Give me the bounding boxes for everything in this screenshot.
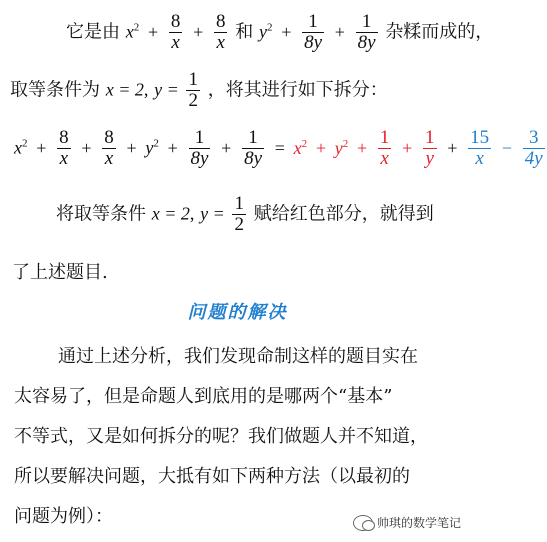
para-line-5: 问题为例）：	[14, 506, 113, 527]
watermark	[353, 514, 461, 531]
frac-1-over-2: $\frac{1}{2}$	[188, 69, 198, 111]
frac-1-over-2: $\frac{1}{2}$	[234, 193, 244, 235]
line-2: 取等条件为 x = 2, y = $\frac{1}{2}$ ，将其进行如下拆分：	[10, 69, 388, 111]
red-part: $x^2 + y^2$ + $\frac{1}{x}$ + $\frac{1}{y}$	[293, 127, 435, 169]
line-4-prefix: 将取等条件	[56, 203, 146, 225]
frac-1-over-8y: $\frac{1}{8y}$	[304, 11, 323, 53]
line-2-suffix: ，将其进行如下拆分：	[207, 79, 388, 101]
para-line-2: 太容易了，但是命题人到底用的是哪两个“基本”	[14, 386, 393, 407]
para-line-3: 不等式，又是如何拆分的呢？我们做题人并不知道，	[14, 426, 428, 447]
para-line-1: 通过上述分析，我们发现命制这样的题目实在	[58, 346, 418, 367]
watermark-text: 帅琪的数学笔记	[376, 516, 461, 530]
line-1-prefix: 它是由	[66, 21, 120, 43]
frac-1-over-8y: $\frac{1}{8y}$	[357, 11, 376, 53]
wechat-icon	[353, 515, 373, 531]
section-heading: 问题的解决	[187, 302, 288, 323]
line-4: 将取等条件 x = 2, y = $\frac{1}{2}$ 赋给红色部分，就得到	[56, 193, 434, 235]
frac-8-over-x: $\frac{8}{x}$	[170, 11, 181, 53]
line-1-suffix: 杂糅而成的，	[385, 21, 494, 43]
para-line-4: 所以要解决问题，大抵有如下两种方法（以最初的	[14, 466, 410, 487]
equation-line: $x^2$ + $\frac{8}{x}$ + $\frac{8}{x}$ + $y^2$ + $\frac{1}{8y}$ + $\frac{1}{8y}$ = $x^2 + y^2$ + $\frac{1}{x}$ + $\frac{1}{y}$ + $\frac{15}{x}$ − $\frac{3}{4y}$	[14, 128, 547, 169]
line-4-suffix: 赋给红色部分，就得到	[253, 203, 434, 225]
line-5: 了上述题目.	[12, 262, 108, 283]
line-2-prefix: 取等条件为	[10, 79, 100, 101]
line-1: 它是由 $x^2$ + $\frac{8}{x}$ + $\frac{8}{x}$ 和 $y^2$ + $\frac{1}{8y}$ + $\frac{1}{8y}$ 杂糅而成的，	[66, 11, 494, 53]
blue-part: $\frac{15}{x}$ − $\frac{3}{4y}$	[470, 127, 543, 169]
frac-8-over-x: $\frac{8}{x}$	[215, 11, 226, 53]
line-1-and: 和	[235, 21, 254, 43]
